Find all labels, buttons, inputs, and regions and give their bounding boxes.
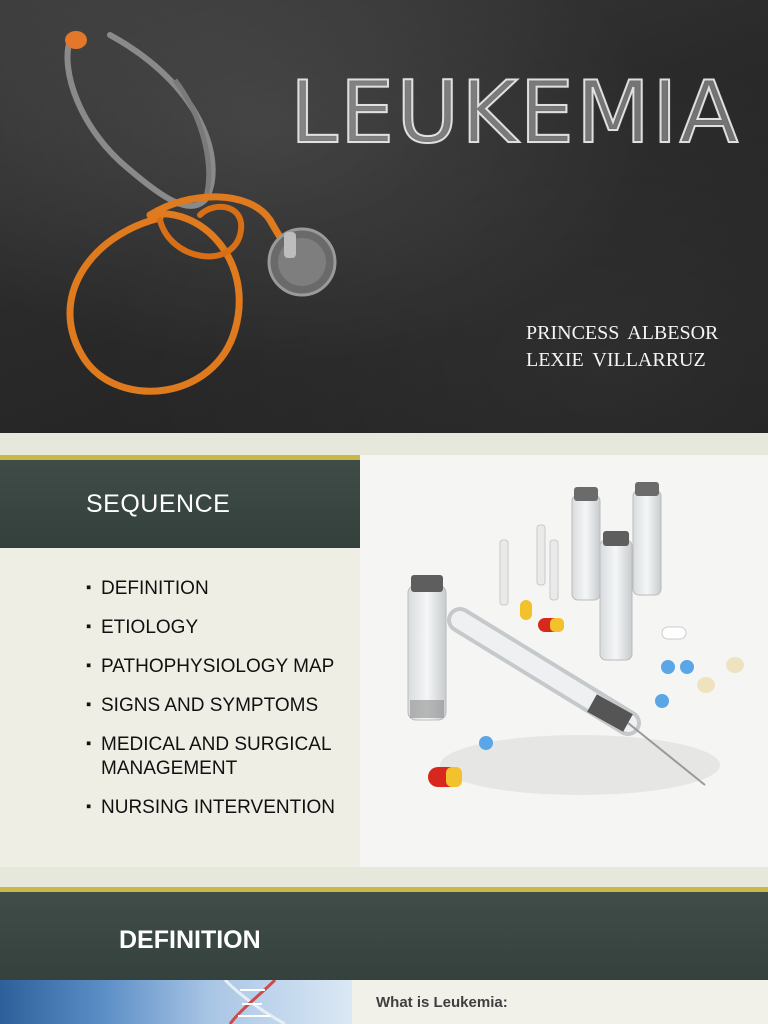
section-heading: DEFINITION [119, 926, 261, 954]
section-header [0, 892, 768, 980]
vial [633, 482, 661, 595]
author-name: PRINCESS ALBESOR [526, 322, 719, 344]
list-item: ▪ MEDICAL AND SURGICAL MANAGEMENT [88, 733, 351, 781]
list-item: ▪ PATHOPHYSIOLOGY MAP [88, 655, 351, 679]
section-header [0, 460, 360, 548]
medicine-photo [360, 455, 768, 867]
vial [572, 487, 600, 600]
slide-definition [0, 887, 768, 1024]
list-item: ▪ ETIOLOGY [88, 616, 351, 640]
author-name: LEXIE VILLARRUZ [526, 349, 706, 371]
dna-helix-illustration [0, 980, 352, 1024]
slide-sequence [0, 455, 768, 867]
list-item: ▪ SIGNS AND SYMPTOMS [88, 694, 351, 718]
presentation-title: LEUKEMIA [290, 63, 741, 163]
section-heading: SEQUENCE [86, 490, 231, 518]
definition-subheading: What is Leukemia: [376, 994, 508, 1011]
dna-image [0, 980, 352, 1024]
vial [408, 575, 446, 720]
list-item: ▪ NURSING INTERVENTION [88, 796, 351, 820]
syringe-vials-illustration [360, 455, 768, 867]
slide-title [0, 0, 768, 433]
list-item: ▪ DEFINITION [88, 577, 351, 601]
vial [600, 531, 632, 660]
author-list [526, 320, 718, 374]
sequence-list [88, 577, 351, 835]
